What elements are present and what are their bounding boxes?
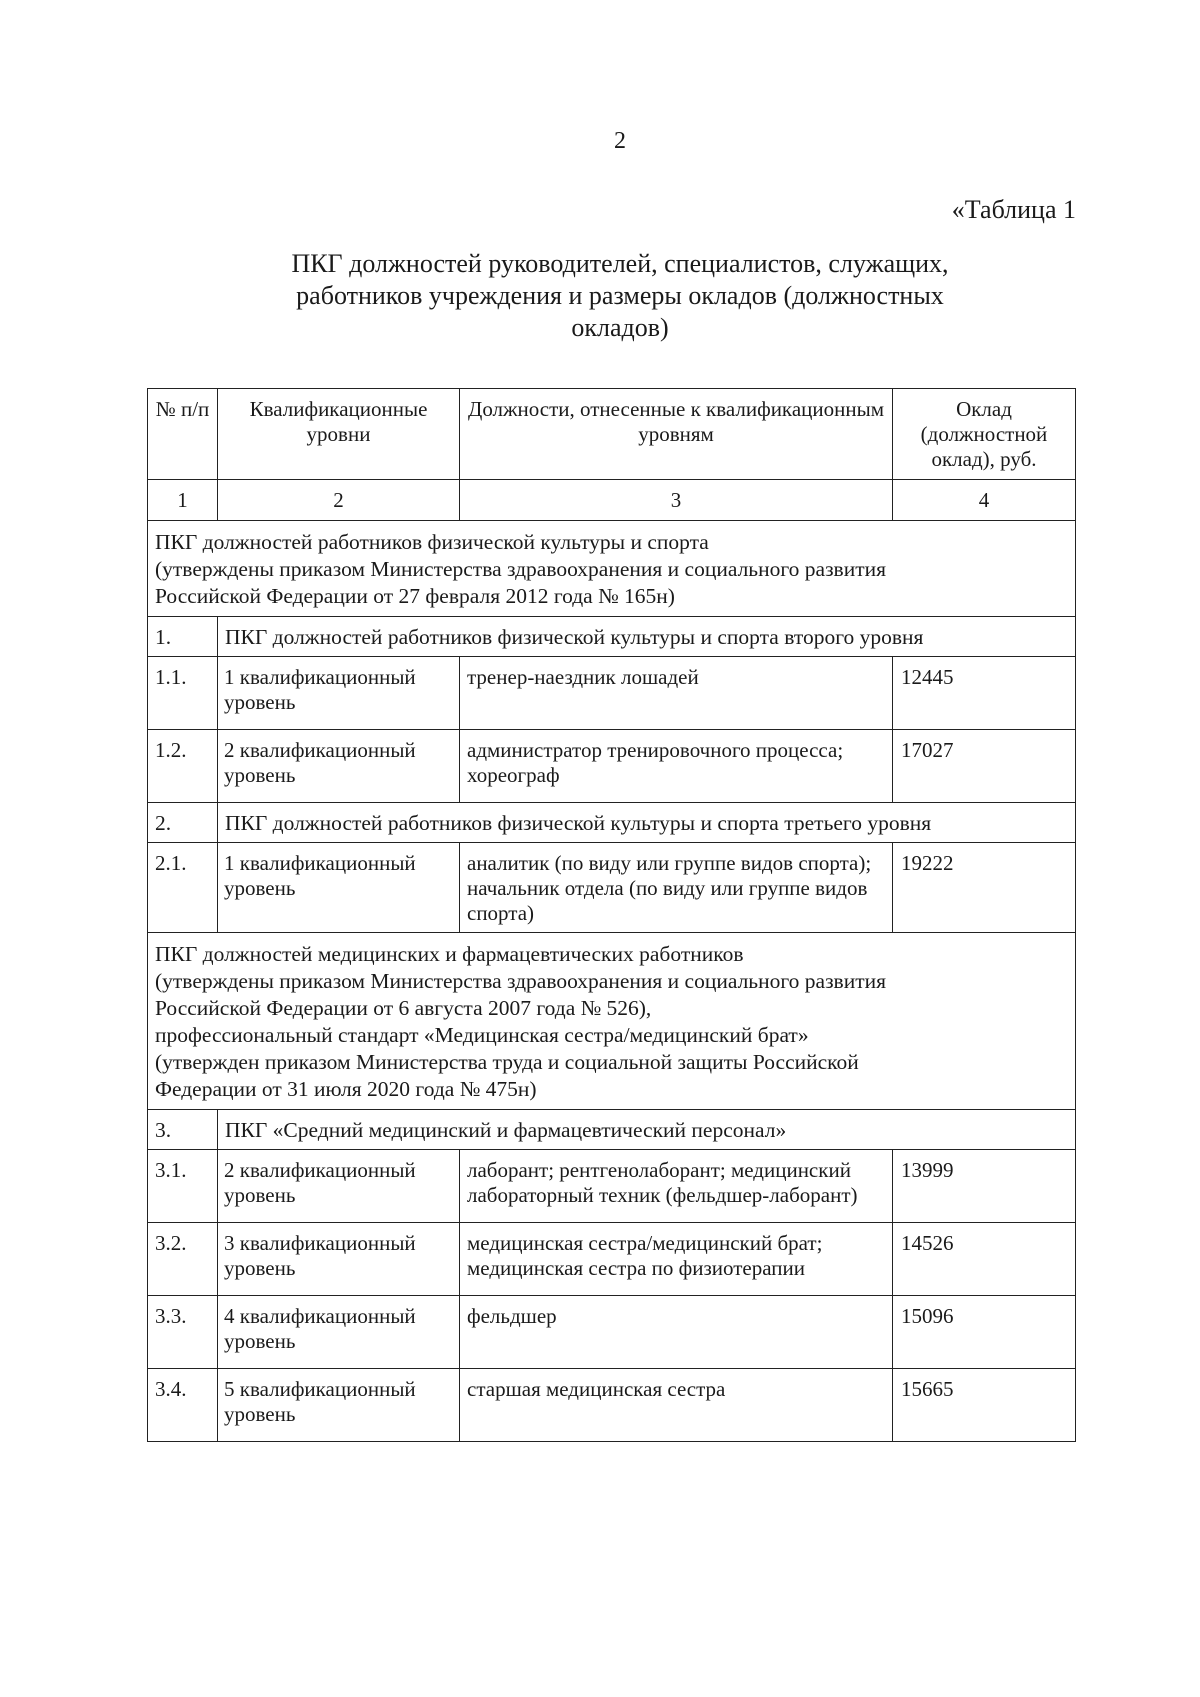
salary-table-body (148, 389, 1076, 1442)
column-number: 4 (893, 480, 1076, 521)
page-number: 2 (614, 128, 626, 154)
salary-value: 15665 (893, 1369, 1076, 1442)
item-number: 3.4. (148, 1369, 218, 1442)
positions: лаборант; рентгенолаборант; медицинский лабораторный техник (фельдшер-лаборант) (460, 1150, 893, 1223)
salary-value: 14526 (893, 1223, 1076, 1296)
salary-value: 17027 (893, 730, 1076, 803)
item-number: 1.1. (148, 657, 218, 730)
title-line: работников учреждения и размеры окладов (должностных (296, 281, 944, 310)
column-number-row (148, 480, 1076, 521)
header-positions: Должности, отнесенные к квалификационным уровням (460, 389, 893, 480)
positions: фельдшер (460, 1296, 893, 1369)
group-heading (148, 521, 1076, 617)
section-number: 2. (148, 803, 218, 843)
positions: медицинская сестра/медицинский брат; медицинская сестра по физиотерапии (460, 1223, 893, 1296)
group-heading-line: (утверждены приказом Министерства здравоохранения и социального развития (155, 557, 887, 581)
title-line: ПКГ должностей руководителей, специалистов, служащих, (291, 249, 949, 278)
column-number: 1 (148, 480, 218, 521)
salary-value: 13999 (893, 1150, 1076, 1223)
positions: тренер-наездник лошадей (460, 657, 893, 730)
section-title: ПКГ должностей работников физической культуры и спорта третьего уровня (218, 803, 1076, 843)
table-row (148, 730, 1076, 803)
group-heading-line: (утвержден приказом Министерства труда и социальной защиты Российской (155, 1050, 859, 1074)
qualification-level: 4 квалификационный уровень (218, 1296, 460, 1369)
item-number: 3.1. (148, 1150, 218, 1223)
document-title (235, 248, 1005, 344)
section-row (148, 617, 1076, 657)
group-heading (148, 933, 1076, 1110)
item-number: 3.3. (148, 1296, 218, 1369)
salary-value: 19222 (893, 843, 1076, 933)
table-row (148, 1223, 1076, 1296)
group-heading-line: Российской Федерации от 27 февраля 2012 года № 165н) (155, 584, 675, 608)
group-heading-row (148, 521, 1076, 617)
qualification-level: 3 квалификационный уровень (218, 1223, 460, 1296)
item-number: 2.1. (148, 843, 218, 933)
salary-value: 12445 (893, 657, 1076, 730)
salary-value: 15096 (893, 1296, 1076, 1369)
title-line: окладов) (571, 313, 669, 342)
group-heading-line: Федерации от 31 июля 2020 года № 475н) (155, 1077, 537, 1101)
section-number: 1. (148, 617, 218, 657)
table-row (148, 843, 1076, 933)
section-number: 3. (148, 1110, 218, 1150)
section-row (148, 1110, 1076, 1150)
group-heading-line: Российской Федерации от 6 августа 2007 года № 526), (155, 996, 652, 1020)
qualification-level: 2 квалификационный уровень (218, 1150, 460, 1223)
table-row (148, 1296, 1076, 1369)
section-row (148, 803, 1076, 843)
qualification-level: 5 квалификационный уровень (218, 1369, 460, 1442)
header-number: № п/п (148, 389, 218, 480)
header-level: Квалификационные уровни (218, 389, 460, 480)
header-row (148, 389, 1076, 480)
group-heading-line: профессиональный стандарт «Медицинская сестра/медицинский брат» (155, 1023, 809, 1047)
item-number: 1.2. (148, 730, 218, 803)
salary-table (147, 388, 1076, 1442)
positions: старшая медицинская сестра (460, 1369, 893, 1442)
header-salary: Оклад (должностной оклад), руб. (893, 389, 1076, 480)
column-number: 2 (218, 480, 460, 521)
section-title: ПКГ должностей работников физической культуры и спорта второго уровня (218, 617, 1076, 657)
group-heading-row (148, 933, 1076, 1110)
qualification-level: 1 квалификационный уровень (218, 657, 460, 730)
table-label: «Таблица 1 (951, 195, 1076, 224)
table-row (148, 1150, 1076, 1223)
qualification-level: 2 квалификационный уровень (218, 730, 460, 803)
positions: аналитик (по виду или группе видов спорта); начальник отдела (по виду или группе видов спорта) (460, 843, 893, 933)
group-heading-line: ПКГ должностей медицинских и фармацевтических работников (155, 942, 744, 966)
table-row (148, 657, 1076, 730)
group-heading-line: ПКГ должностей работников физической культуры и спорта (155, 530, 709, 554)
column-number: 3 (460, 480, 893, 521)
table-row (148, 1369, 1076, 1442)
group-heading-line: (утверждены приказом Министерства здравоохранения и социального развития (155, 969, 887, 993)
item-number: 3.2. (148, 1223, 218, 1296)
qualification-level: 1 квалификационный уровень (218, 843, 460, 933)
section-title: ПКГ «Средний медицинский и фармацевтический персонал» (218, 1110, 1076, 1150)
positions: администратор тренировочного процесса; хореограф (460, 730, 893, 803)
